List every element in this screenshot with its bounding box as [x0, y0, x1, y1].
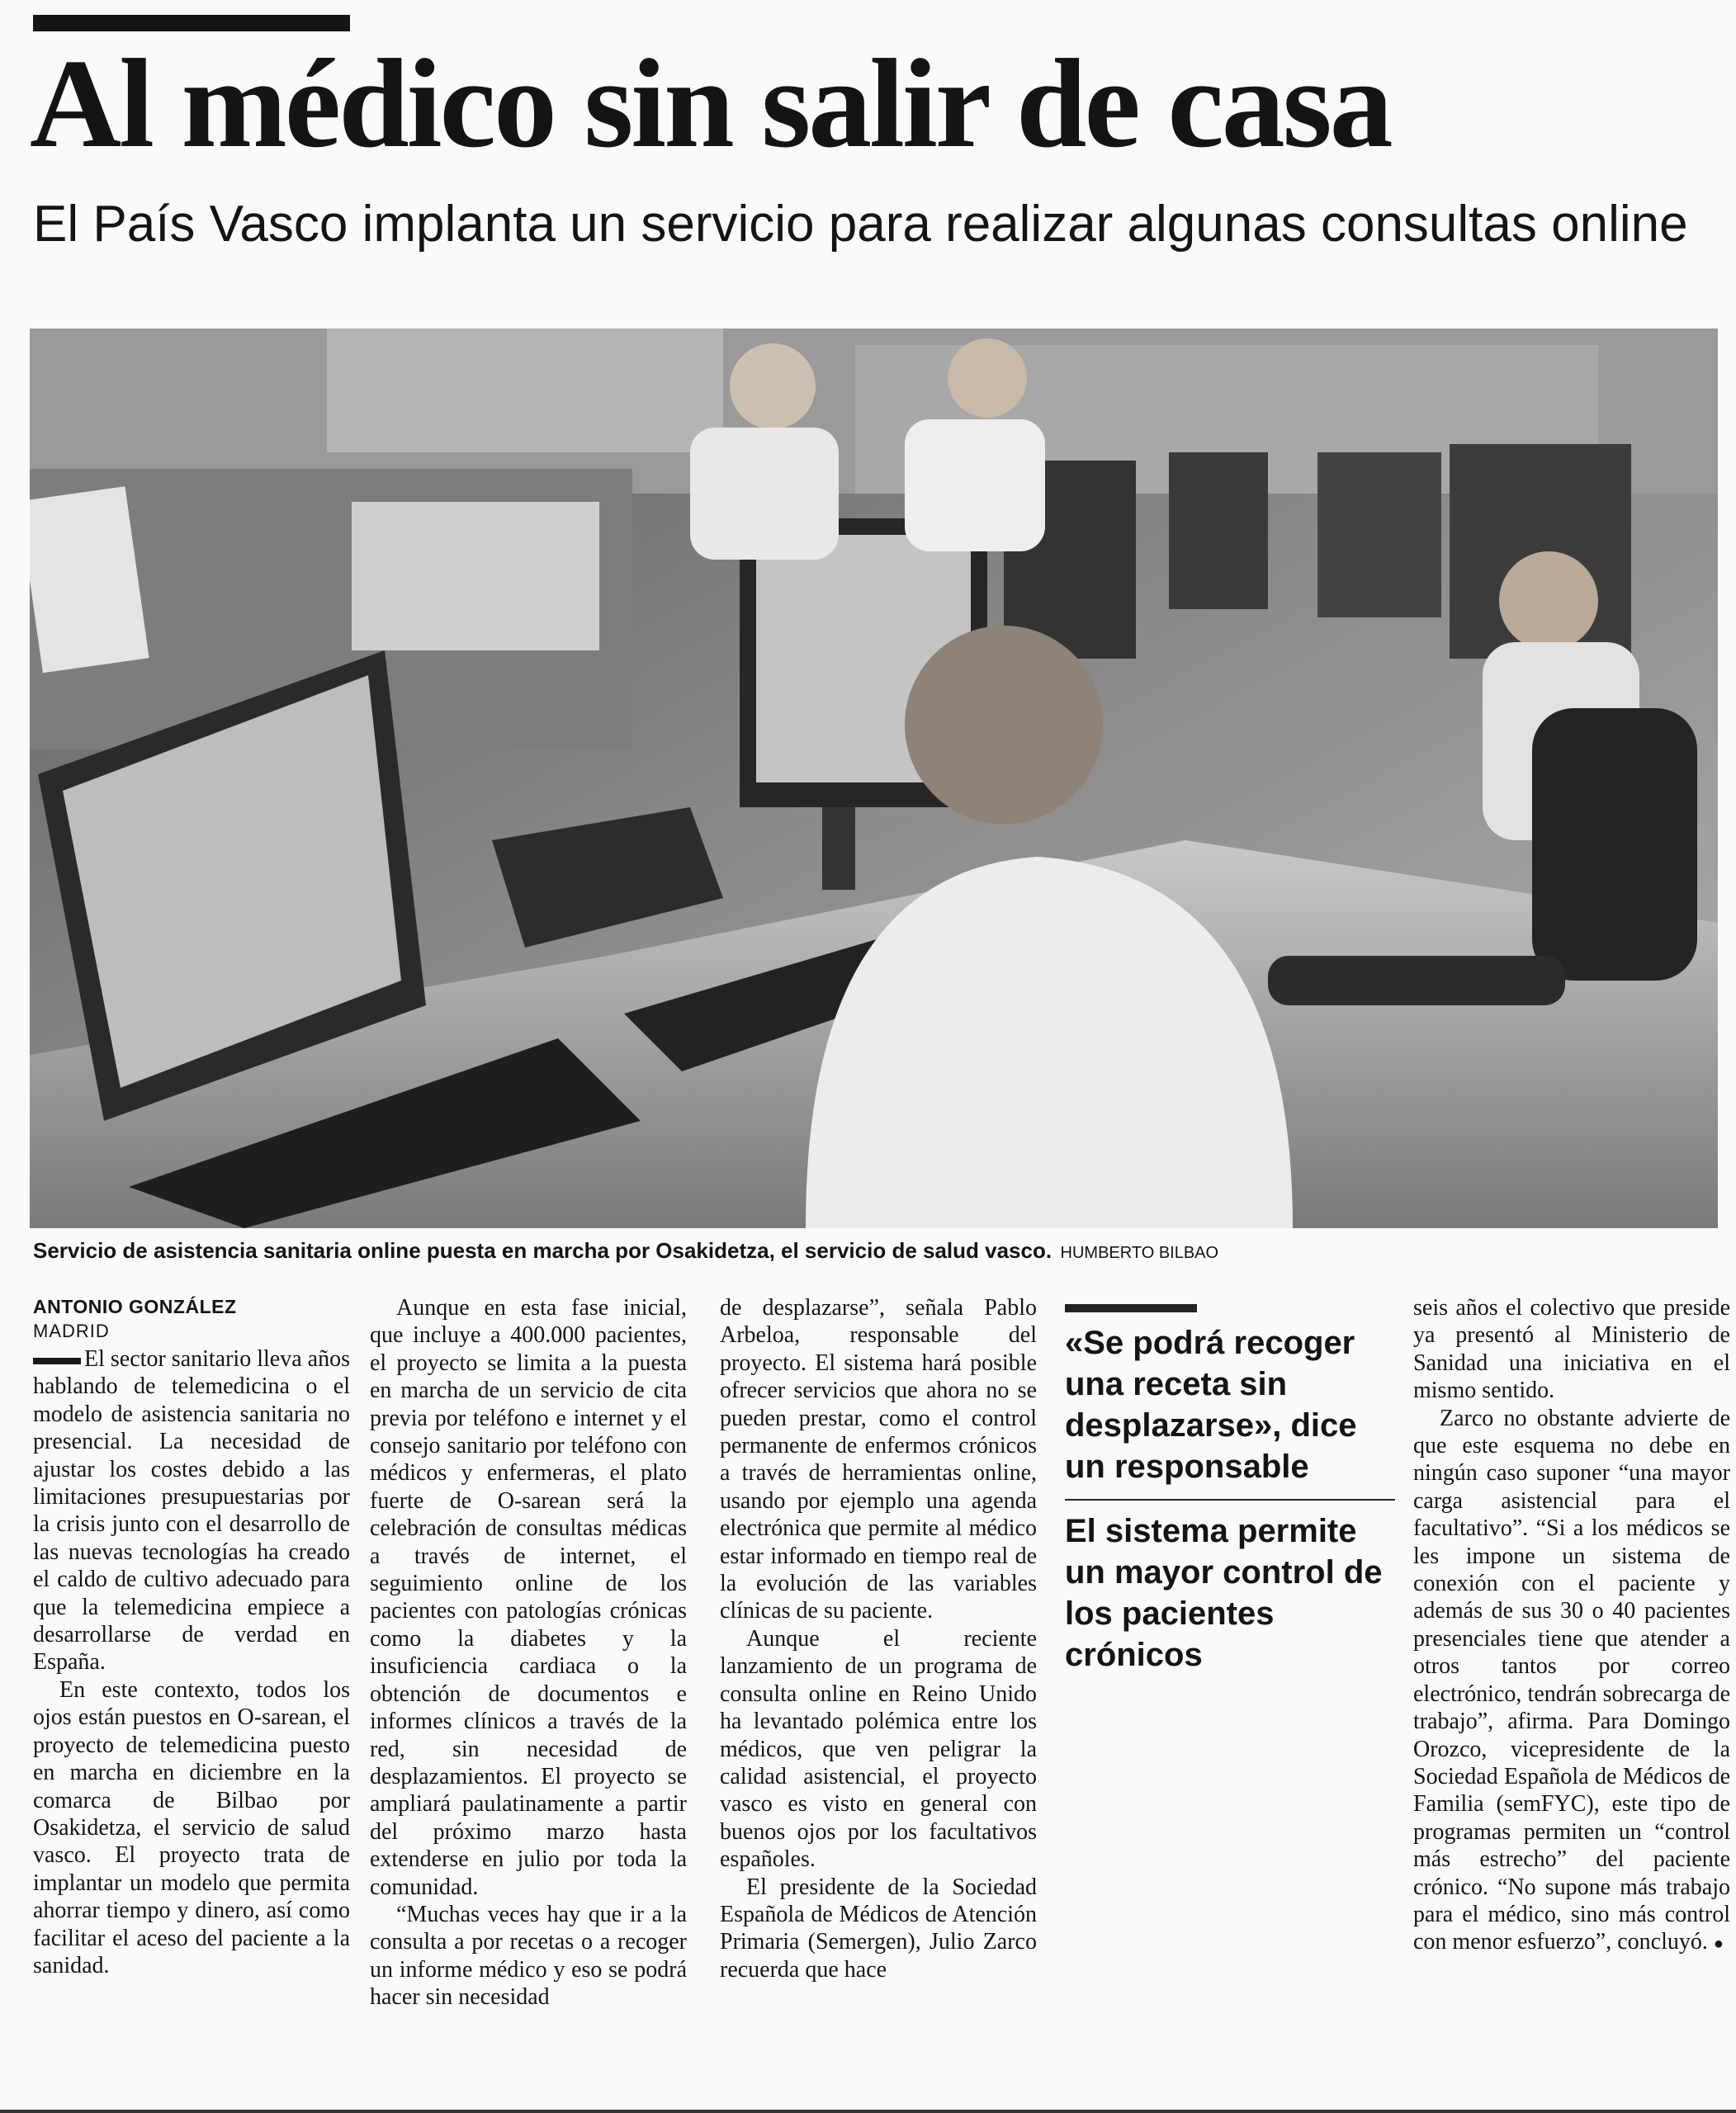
paragraph: Aunque el reciente lanzamiento de un programa de consulta online en Reino Unido ha levantado polémica entre los médicos, que ven peligrar la calidad asistencial, el proyecto vasco es visto en general con buenos ojos por los facultativos españoles.	[720, 1625, 1037, 1873]
paragraph	[33, 1345, 350, 1676]
article-column-3	[720, 1294, 1037, 1983]
end-mark-icon: ●	[1713, 1935, 1724, 1954]
pull-quote-box	[1065, 1304, 1395, 1676]
caption-text: Servicio de asistencia sanitaria online puesta en marcha por Osakidetza, el servicio de salud vasco.	[33, 1238, 1052, 1263]
paragraph: El presidente de la Sociedad Española de Médicos de Atención Primaria (Semergen), Julio Zarco recuerda que hace	[720, 1874, 1037, 1983]
paragraph-text: Zarco no obstante advierte de que este esquema no debe en ningún caso suponer “una mayor carga asistencial para el facultativo”. “Si a los médicos se les impone un sistema de conexión con el paciente y además de sus 30 o 40 pacientes presenciales tiene que atender a otros tantos por correo electrónico, tendrán sobrecarga de trabajo”, afirma. Para Domingo Orozco, vicepresidente de la Sociedad Española de Médicos de Familia (semFYC), este tipo de programas permiten un “control más estrecho” del paciente crónico. “No supone más trabajo para el médico, sino más control con menor esfuerzo”, concluyó.	[1413, 1405, 1730, 1955]
pull-quote: «Se podrá recoger una receta sin desplazarse», dice un responsable	[1065, 1325, 1357, 1485]
call-center-photo	[30, 329, 1718, 1228]
paragraph	[1413, 1405, 1730, 1959]
paragraph: “Muchas veces hay que ir a la consulta a por recetas o a recoger un informe médico y eso se podrá hacer sin necesidad	[370, 1901, 687, 2011]
paragraph: seis años el colectivo que preside ya presentó al Ministerio de Sanidad una iniciativa en el mismo sentido.	[1413, 1295, 1730, 1404]
paragraph: Aunque en esta fase inicial, que incluye a 400.000 pacientes, el proyecto se limita a la puesta en marcha de un servicio de cita previa por teléfono e internet y el consejo sanitario por teléfono con médicos y enfermeras, el plato fuerte de O-sarean será la celebración de consultas médicas a través de internet, el seguimiento online de los pacientes con patologías crónicas como la diabetes y la insuficiencia cardiaca o la obtención de documentos e informes clínicos a través de la red, sin necesidad de desplazamientos. El proyecto se ampliará paulatinamente a partir del próximo marzo hasta extenderse en julio por toda la comunidad.	[370, 1295, 687, 1900]
paragraph: En este contexto, todos los ojos están puestos en O-sarean, el proyecto de telemedicina puesto en marcha en diciembre en la comarca de Bilbao por Osakidetza, el servicio de salud vasco. El proyecto trata de implantar un modelo que permita ahorrar tiempo y dinero, así como facilitar el aceso del paciente a la sanidad.	[33, 1676, 350, 1978]
byline-author: ANTONIO GONZÁLEZ	[33, 1296, 237, 1317]
paragraph: de desplazarse”, señala Pablo Arbeloa, responsable del proyecto. El sistema hará posible ofrecer servicios que ahora no se pueden prestar, como el control permanente de enfermos crónicos a través de herramientas online, usando por ejemplo una agenda electrónica que permite al médico estar informado en tiempo real de la evolución de las variables clínicas de su paciente.	[720, 1295, 1037, 1624]
article-column-2	[370, 1294, 687, 2011]
pull-quote-bar	[1065, 1304, 1197, 1312]
article-column-1	[33, 1294, 350, 1979]
divider	[1065, 1499, 1395, 1501]
subheadline: El País Vasco implanta un servicio para realizar algunas consultas online	[33, 196, 1688, 253]
page-bottom-rule	[0, 2110, 1736, 2113]
article-column-5	[1413, 1294, 1730, 1959]
pull-summary: El sistema permite un mayor control de los pacientes crónicos	[1065, 1513, 1383, 1673]
article-photo	[30, 329, 1718, 1228]
headline: Al médico sin salir de casa	[30, 34, 1391, 174]
section-rule	[33, 15, 350, 31]
photo-caption	[33, 1238, 1725, 1264]
photo-credit: HUMBERTO BILBAO	[1060, 1244, 1219, 1262]
lead-bar	[33, 1358, 81, 1364]
paragraph-text: El sector sanitario lleva años hablando de telemedicina o el modelo de asistencia sanitaria no presencial. La necesidad de ajustar los costes debido a las limitaciones presupuestarias por la crisis junto con el desarrollo de las nuevas tecnologías ha creado el caldo de cultivo adecuado para que la telemedicina empiece a desarrollarse de verdad en España.	[33, 1346, 350, 1676]
byline-location: MADRID	[33, 1321, 110, 1341]
